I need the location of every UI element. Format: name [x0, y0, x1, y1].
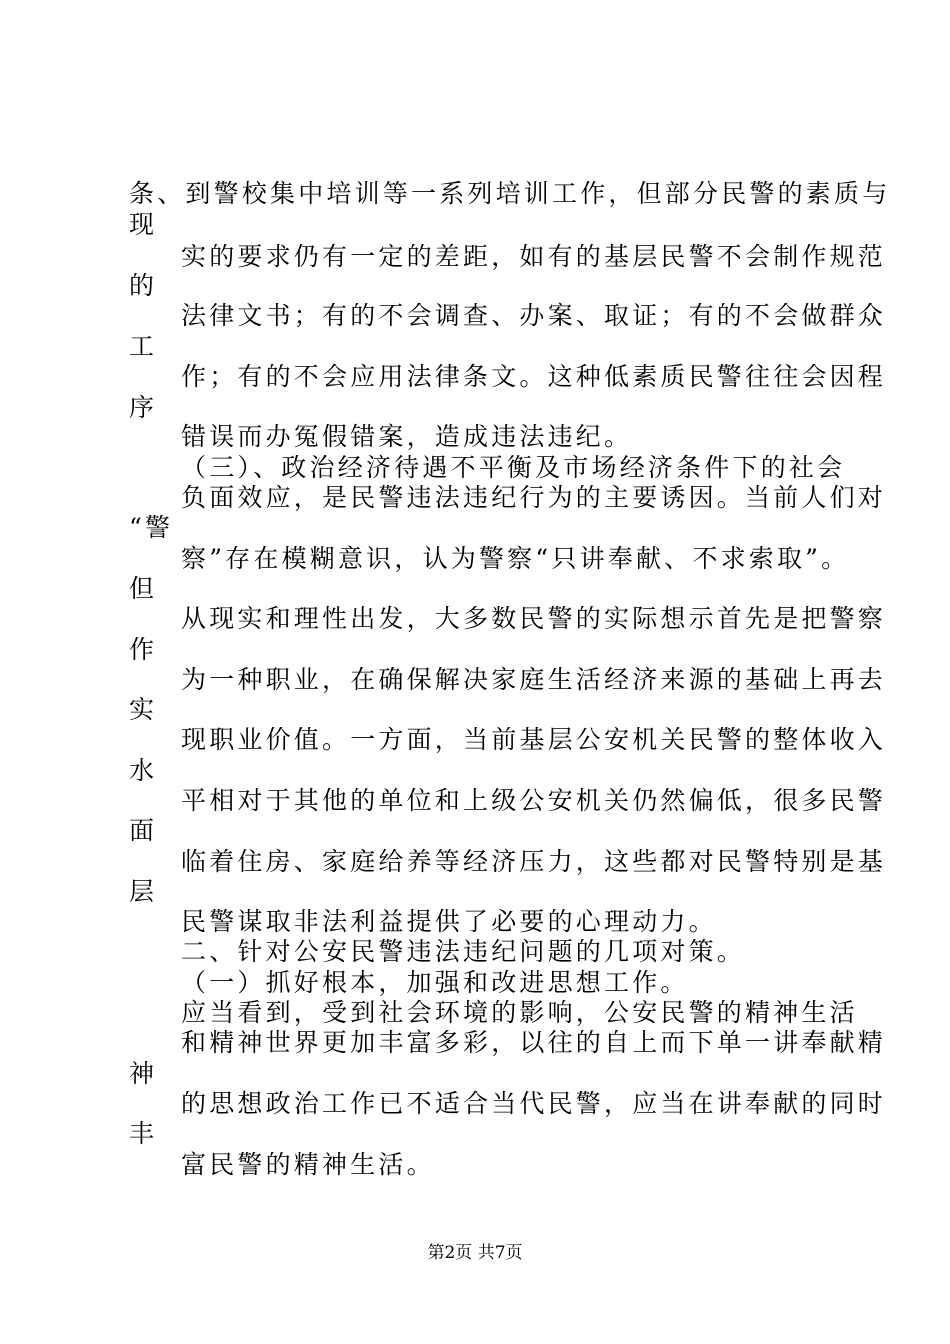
- text-line: 察”存在模糊意识，认为警察“只讲奉献、不求索取”。: [181, 544, 850, 573]
- text-line: 富民警的精神生活。: [181, 1150, 435, 1179]
- text-line: 的: [129, 271, 158, 300]
- text-line: 从现实和理性出发，大多数民警的实际想示首先是把警察: [181, 604, 887, 633]
- text-line: 二、针对公安民警违法违纪问题的几项对策。: [181, 937, 746, 966]
- text-line: 条、到警校集中培训等一系列培训工作，但部分民警的素质与: [129, 179, 891, 208]
- text-line: 但: [129, 574, 158, 603]
- text-line: 的思想政治工作已不适合当代民警，应当在讲奉献的同时: [181, 1089, 887, 1118]
- text-line: （三）、政治经济待遇不平衡及市场经济条件下的社会: [181, 453, 846, 482]
- text-line: 序: [129, 393, 158, 422]
- page-footer: 第2页 共7页: [427, 1243, 523, 1263]
- text-line: 水: [129, 756, 158, 785]
- text-line: 作；有的不会应用法律条文。这种低素质民警往往会因程: [181, 362, 887, 391]
- text-line: 临着住房、家庭给养等经济压力，这些都对民警特别是基: [181, 847, 887, 876]
- text-line: 应当看到，受到社会环境的影响，公安民警的精神生活: [181, 998, 858, 1027]
- text-line: 面: [129, 816, 158, 845]
- text-line: 错误而办冤假错案，造成违法违纪。: [181, 422, 633, 451]
- text-line: 民警谋取非法利益提供了必要的心理动力。: [181, 907, 717, 936]
- text-line: 和精神世界更加丰富多彩，以往的自上而下单一讲奉献精: [181, 1028, 887, 1057]
- text-line: “警: [129, 513, 174, 542]
- text-line: 实: [129, 695, 158, 724]
- text-line: 负面效应，是民警违法违纪行为的主要诱因。当前人们对: [181, 483, 887, 512]
- text-line: 平相对于其他的单位和上级公安机关仍然偏低，很多民警: [181, 786, 887, 815]
- text-line: 层: [129, 877, 158, 906]
- text-line: 现职业价值。一方面，当前基层公安机关民警的整体收入: [181, 725, 887, 754]
- text-line: 实的要求仍有一定的差距，如有的基层民警不会制作规范: [181, 242, 887, 271]
- text-line: 法律文书；有的不会调查、办案、取证；有的不会做群众: [181, 301, 887, 330]
- text-line: 工: [129, 332, 158, 361]
- text-line: 作: [129, 635, 158, 664]
- text-line: （一）抓好根本，加强和改进思想工作。: [181, 968, 689, 997]
- text-line: 为一种职业，在确保解决家庭生活经济来源的基础上再去: [181, 665, 887, 694]
- text-line: 丰: [129, 1119, 158, 1148]
- text-line: 现: [129, 210, 158, 239]
- text-line: 神: [129, 1059, 158, 1088]
